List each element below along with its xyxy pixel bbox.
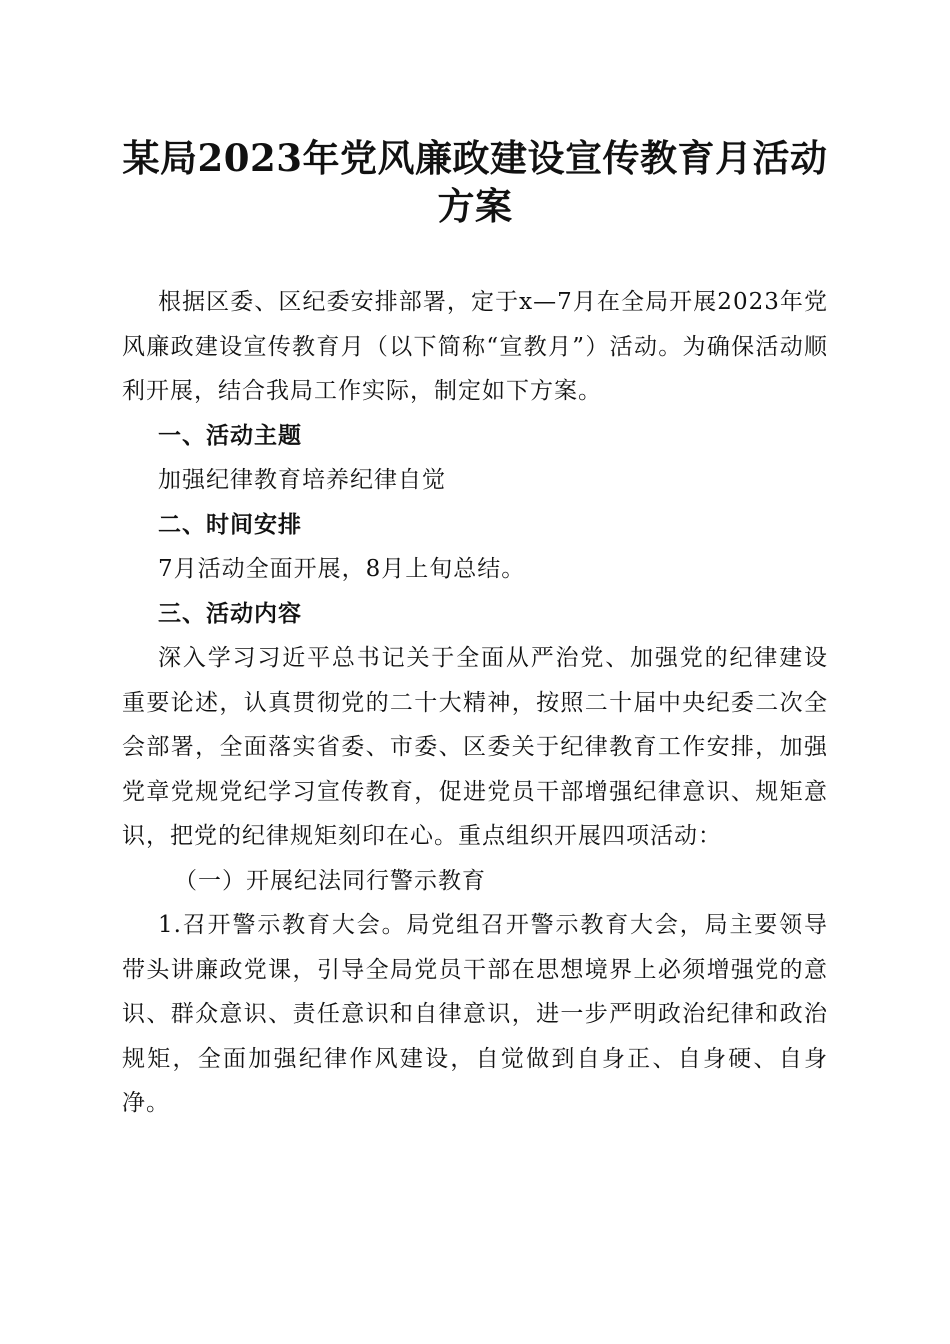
section-text-theme: 加强纪律教育培养纪律自觉 xyxy=(158,467,446,493)
intro-paragraph: 根据区委、区纪委安排部署，定于x—7月在全局开展2023年党风廉政建设宣传教育月（以下简称“宣教月”）活动。为确保活动顺利开展，结合我局工作实际，制定如下方案。 xyxy=(122,289,828,404)
section-heading-content: 三、活动内容 xyxy=(158,600,302,627)
section-heading-theme: 一、活动主题 xyxy=(158,422,302,449)
section-heading-schedule: 二、时间安排 xyxy=(158,511,302,538)
section-text-schedule: 7月活动全面开展，8月上旬总结。 xyxy=(158,556,526,582)
list-item-warning-meeting: 1.召开警示教育大会。局党组召开警示教育大会，局主要领导带头讲廉政党课，引导全局党员干部在思想境界上必须增强党的意识、群众意识、责任意识和自律意识，进一步严明政治纪律和政治规矩，全面加强纪律作风建设，自觉做到自身正、自身硬、自身净。 xyxy=(122,912,828,1116)
document-body xyxy=(122,280,828,1126)
subsection-heading-warning-education: （一）开展纪法同行警示教育 xyxy=(174,867,486,894)
document-title: 某局2023年党风廉政建设宣传教育月活动方案 xyxy=(122,136,828,228)
section-text-content: 深入学习习近平总书记关于全面从严治党、加强党的纪律建设重要论述，认真贯彻党的二十大精神，按照二十届中央纪委二次全会部署，全面落实省委、市委、区委关于纪律教育工作安排，加强党章党规党纪学习宣传教育，促进党员干部增强纪律意识、规矩意识，把党的纪律规矩刻印在心。重点组织开展四项活动： xyxy=(122,645,828,849)
